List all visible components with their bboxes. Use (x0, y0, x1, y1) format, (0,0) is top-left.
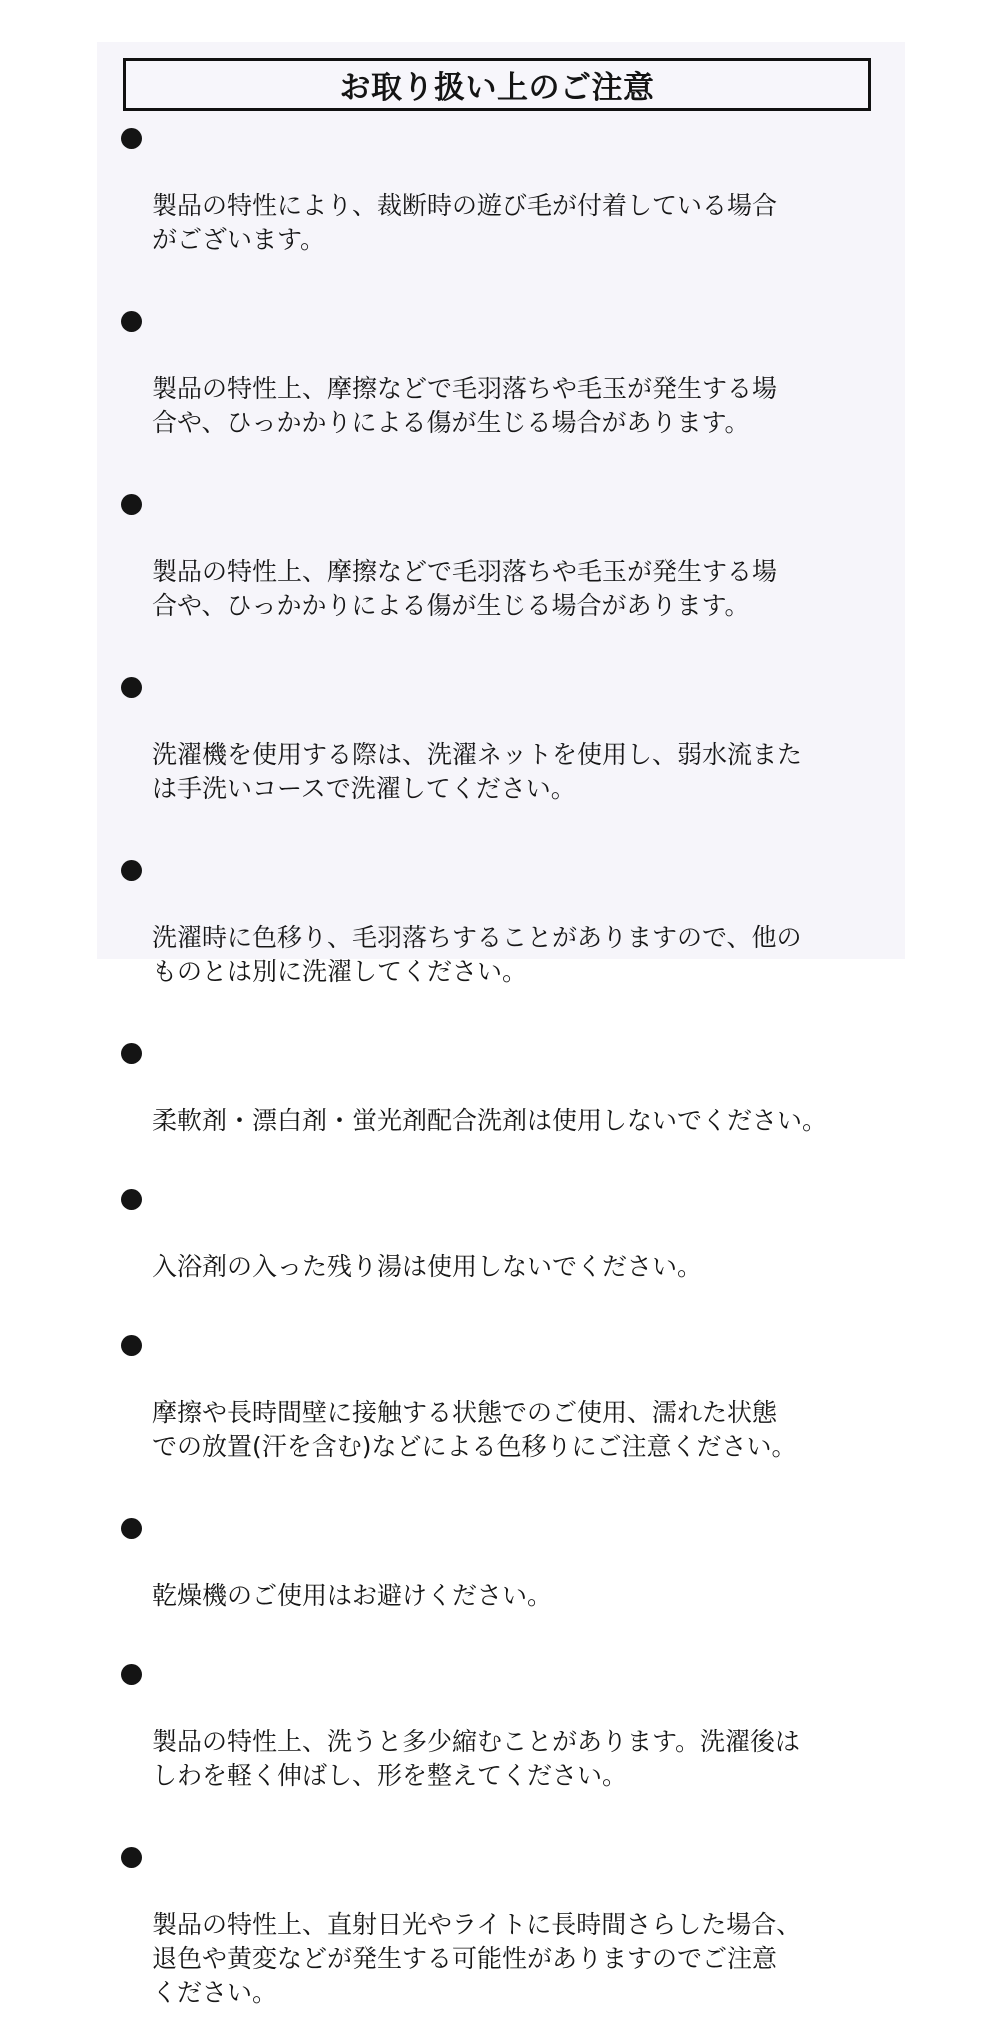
bullet-icon (121, 1664, 142, 1685)
notice-text: 製品の特性上、洗うと多少縮むことがあります。洗濯後は しわを軽く伸ばし、形を整えてください。 (152, 1727, 801, 1790)
page-title: お取り扱い上のご注意 (339, 70, 655, 106)
bullet-icon (121, 1043, 142, 1064)
notice-text: 製品の特性により、裁断時の遊び毛が付着している場合 がございます。 (152, 191, 778, 254)
notice-text: 入浴剤の入った残り湯は使用しないでください。 (152, 1252, 703, 1281)
notice-text: 洗濯時に色移り、毛羽落ちすることがありますので、他の ものとは別に洗濯してください。 (152, 923, 802, 986)
bullet-icon (121, 128, 142, 149)
bullet-icon (121, 311, 142, 332)
notice-text: 製品の特性上、摩擦などで毛羽落ちや毛玉が発生する場 合や、ひっかかりによる傷が生じる場合があります。 (152, 557, 778, 620)
notice-list (119, 121, 879, 2044)
bullet-icon (121, 860, 142, 881)
list-item (119, 304, 879, 474)
list-item (119, 853, 879, 1023)
bullet-icon (121, 677, 142, 698)
list-item (119, 487, 879, 657)
notice-text: 製品の特性上、摩擦などで毛羽落ちや毛玉が発生する場 合や、ひっかかりによる傷が生じる場合があります。 (152, 374, 778, 437)
notice-text: 製品の特性上、直射日光やライトに長時間さらした場合、 退色や黄変などが発生する可能性がありますのでご注意 ください。 (152, 1910, 802, 2007)
bullet-icon (121, 494, 142, 515)
list-item (119, 1840, 879, 2044)
list-item (119, 1328, 879, 1498)
list-item (119, 670, 879, 840)
bullet-icon (121, 1847, 142, 1868)
notice-text: 柔軟剤・漂白剤・蛍光剤配合洗剤は使用しないでください。 (152, 1106, 828, 1135)
list-item (119, 1657, 879, 1827)
list-item (119, 1182, 879, 1318)
notice-text: 乾燥機のご使用はお避けください。 (152, 1581, 553, 1610)
notice-text: 洗濯機を使用する際は、洗濯ネットを使用し、弱水流また は手洗いコースで洗濯してください。 (152, 740, 803, 803)
list-item (119, 1511, 879, 1647)
bullet-icon (121, 1518, 142, 1539)
list-item (119, 1036, 879, 1172)
notice-text: 摩擦や長時間壁に接触する状態でのご使用、濡れた状態 での放置(汗を含む)などによる色移りにご注意ください。 (152, 1398, 797, 1461)
bullet-icon (121, 1189, 142, 1210)
list-item (119, 121, 879, 291)
title-box (123, 58, 871, 111)
bullet-icon (121, 1335, 142, 1356)
